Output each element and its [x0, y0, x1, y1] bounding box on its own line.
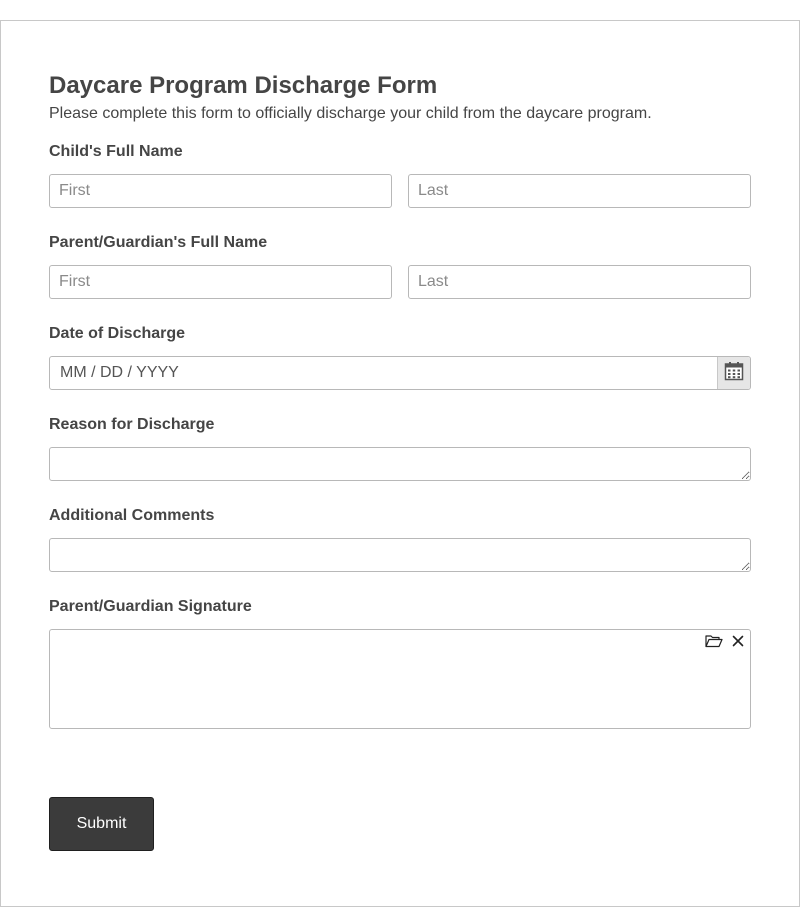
signature-pad[interactable]	[49, 629, 751, 729]
form-description: Please complete this form to officially discharge your child from the daycare program.	[49, 105, 652, 122]
discharge-date-label: Date of Discharge	[49, 325, 186, 342]
signature-upload-button[interactable]	[705, 634, 723, 652]
parent-first-name-input[interactable]	[49, 265, 392, 299]
close-icon	[732, 634, 744, 652]
signature-label: Parent/Guardian Signature	[49, 598, 252, 615]
calendar-icon	[724, 361, 744, 386]
comments-label: Additional Comments	[49, 507, 215, 524]
folder-open-icon	[705, 634, 723, 653]
form-card	[0, 20, 800, 907]
calendar-button[interactable]	[717, 357, 750, 389]
reason-textarea[interactable]	[49, 447, 751, 481]
child-first-name-input[interactable]	[49, 174, 392, 208]
reason-label: Reason for Discharge	[49, 416, 215, 433]
discharge-date-input[interactable]	[50, 357, 718, 389]
form-title: Daycare Program Discharge Form	[49, 72, 438, 99]
signature-clear-button[interactable]	[729, 634, 747, 652]
discharge-date-field	[49, 356, 751, 390]
parent-last-name-input[interactable]	[408, 265, 751, 299]
comments-textarea[interactable]	[49, 538, 751, 572]
submit-button[interactable]: Submit	[49, 797, 154, 851]
child-last-name-input[interactable]	[408, 174, 751, 208]
parent-name-label: Parent/Guardian's Full Name	[49, 234, 268, 251]
child-name-label: Child's Full Name	[49, 143, 183, 160]
